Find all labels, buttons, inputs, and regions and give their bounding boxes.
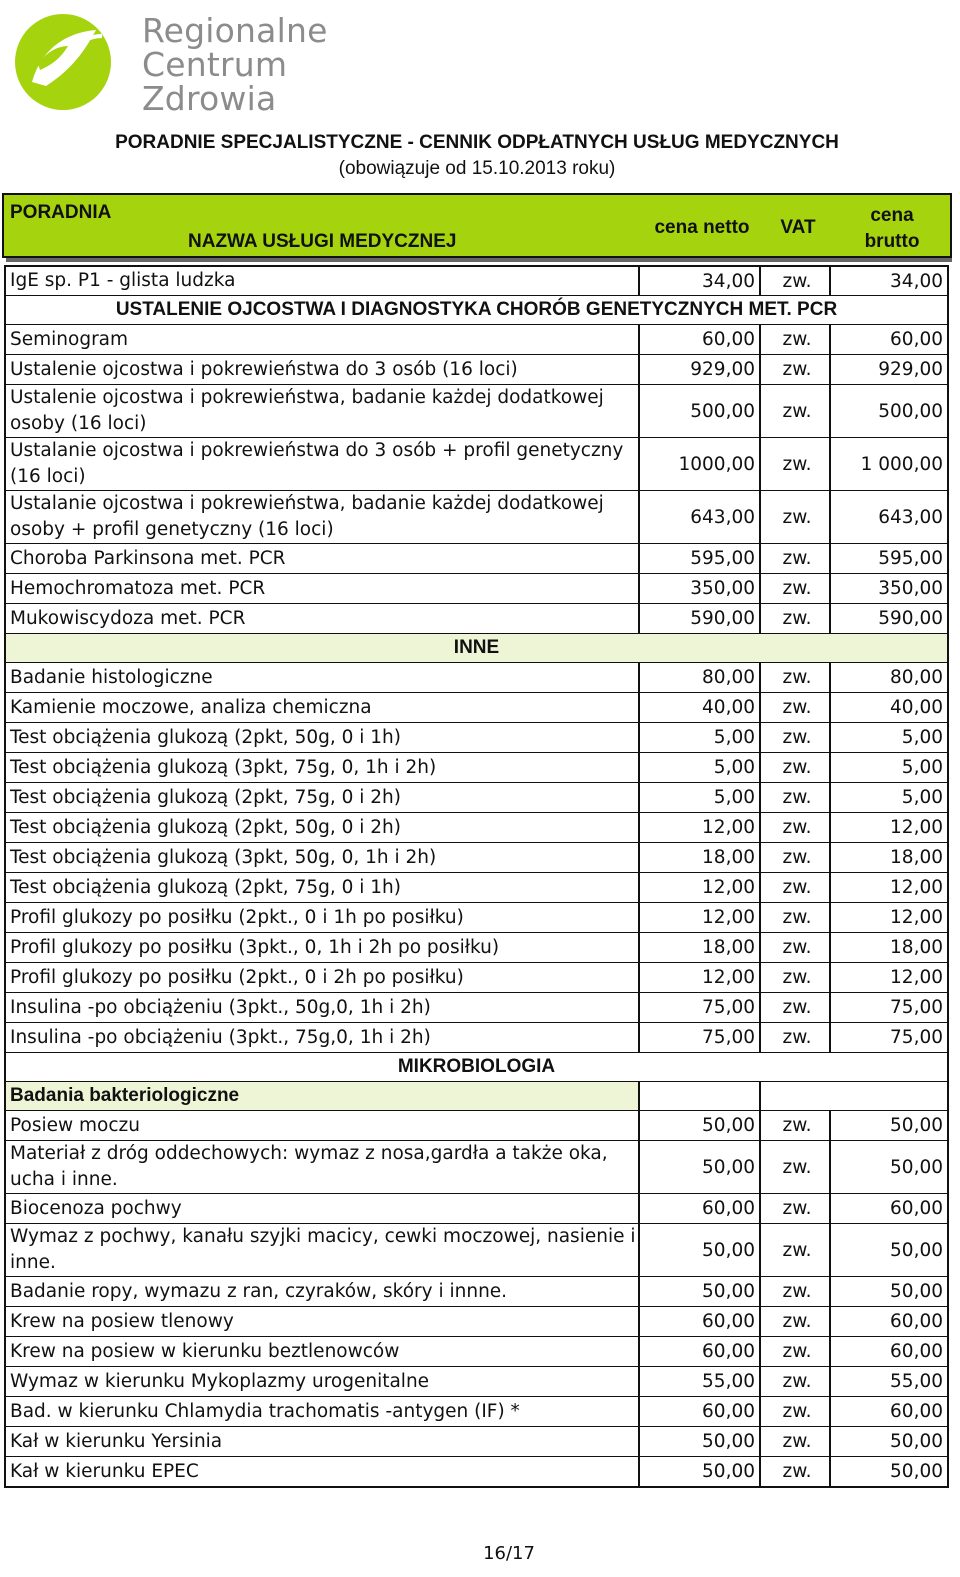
service-name: Badanie ropy, wymazu z ran, czyraków, skóry i innne. bbox=[6, 1277, 640, 1306]
gross-price: 12,00 bbox=[829, 963, 947, 992]
gross-price: 75,00 bbox=[829, 993, 947, 1022]
table-row bbox=[4, 324, 949, 354]
table-row bbox=[4, 902, 949, 932]
service-name: Krew na posiew tlenowy bbox=[6, 1307, 640, 1336]
table-row bbox=[4, 932, 949, 962]
table-row bbox=[4, 1396, 949, 1426]
service-name: Test obciążenia glukozą (2pkt, 50g, 0 i 1h) bbox=[6, 723, 640, 752]
gross-price: 12,00 bbox=[829, 903, 947, 932]
vat-value: zw. bbox=[782, 847, 812, 868]
empty-cell bbox=[640, 1082, 761, 1110]
page-subtitle: (obowiązuje od 15.10.2013 roku) bbox=[338, 158, 616, 179]
vat-value: zw. bbox=[782, 1371, 812, 1392]
gross-price: 50,00 bbox=[829, 1277, 947, 1306]
service-name: Ustalenie ojcostwa i pokrewieństwa, badanie każdej dodatkowej osoby (16 loci) bbox=[6, 385, 640, 437]
gross-price: 12,00 bbox=[829, 873, 947, 902]
vat-value: zw. bbox=[782, 697, 812, 718]
service-name: Ustalanie ojcostwa i pokrewieństwa, badanie każdej dodatkowej osoby + profil genetyczny (16 loci) bbox=[6, 491, 640, 543]
empty-cell bbox=[761, 1082, 947, 1110]
vat-value: zw. bbox=[782, 787, 812, 808]
gross-price: 75,00 bbox=[829, 1023, 947, 1052]
gross-price: 643,00 bbox=[829, 491, 947, 543]
section-genetics bbox=[4, 295, 949, 324]
net-price: 60,00 bbox=[640, 1337, 761, 1366]
section-title: USTALENIE OJCOSTWA I DIAGNOSTYKA CHORÓB GENETYCZNYCH MET. PCR bbox=[115, 299, 838, 320]
service-name: Profil glukozy po posiłku (3pkt., 0, 1h i 2h po posiłku) bbox=[6, 933, 640, 962]
vat-value: zw. bbox=[782, 877, 812, 898]
logo-leaf-icon bbox=[8, 6, 118, 114]
table-row bbox=[4, 265, 949, 295]
logo bbox=[8, 6, 338, 118]
vat-value: zw. bbox=[782, 400, 812, 422]
genetics-rows bbox=[4, 324, 949, 633]
service-name: Bad. w kierunku Chlamydia trachomatis -antygen (IF) * bbox=[6, 1397, 640, 1426]
header-poradnia: PORADNIA bbox=[10, 202, 112, 223]
net-price: 80,00 bbox=[640, 663, 761, 692]
vat-value: zw. bbox=[782, 548, 812, 569]
table-row bbox=[4, 1022, 949, 1052]
table-row bbox=[4, 1456, 949, 1486]
gross-price: 50,00 bbox=[829, 1427, 947, 1456]
table-row bbox=[4, 1366, 949, 1396]
vat-value: zw. bbox=[782, 907, 812, 928]
table-row bbox=[4, 1276, 949, 1306]
net-price: 350,00 bbox=[640, 574, 761, 603]
gross-price: 595,00 bbox=[829, 544, 947, 573]
table-row bbox=[4, 962, 949, 992]
service-name: Seminogram bbox=[6, 325, 640, 354]
vat-value: zw. bbox=[782, 1115, 812, 1136]
gross-price: 50,00 bbox=[829, 1224, 947, 1276]
gross-price: 50,00 bbox=[829, 1141, 947, 1193]
net-price: 50,00 bbox=[640, 1111, 761, 1140]
table-row bbox=[4, 1223, 949, 1276]
table-row bbox=[4, 722, 949, 752]
service-name: Test obciążenia glukozą (2pkt, 75g, 0 i 2h) bbox=[6, 783, 640, 812]
logo-line-3: Zdrowia bbox=[142, 79, 277, 118]
net-price: 60,00 bbox=[640, 1307, 761, 1336]
vat-value: zw. bbox=[782, 1239, 812, 1261]
gross-price: 5,00 bbox=[829, 753, 947, 782]
net-price: 60,00 bbox=[640, 325, 761, 354]
gross-price: 5,00 bbox=[829, 723, 947, 752]
service-name: Wymaz w kierunku Mykoplazmy urogenitalne bbox=[6, 1367, 640, 1396]
section-title: INNE bbox=[453, 637, 500, 658]
service-name: Insulina -po obciążeniu (3pkt., 50g,0, 1h i 2h) bbox=[6, 993, 640, 1022]
service-name: Test obciążenia glukozą (2pkt, 75g, 0 i 1h) bbox=[6, 873, 640, 902]
net-price: 55,00 bbox=[640, 1367, 761, 1396]
table-row bbox=[4, 692, 949, 722]
service-name: Choroba Parkinsona met. PCR bbox=[6, 544, 640, 573]
vat-value: zw. bbox=[782, 1281, 812, 1302]
service-name: Profil glukozy po posiłku (2pkt., 0 i 2h po posiłku) bbox=[6, 963, 640, 992]
net-price: 50,00 bbox=[640, 1277, 761, 1306]
gross-price: 929,00 bbox=[829, 355, 947, 384]
gross-price: 590,00 bbox=[829, 604, 947, 633]
table-row bbox=[4, 812, 949, 842]
vat-value: zw. bbox=[782, 506, 812, 528]
table-row bbox=[4, 1110, 949, 1140]
service-name: Test obciążenia glukozą (3pkt, 75g, 0, 1h i 2h) bbox=[6, 753, 640, 782]
net-price: 5,00 bbox=[640, 753, 761, 782]
vat-value: zw. bbox=[782, 1027, 812, 1048]
vat-value: zw. bbox=[782, 1198, 812, 1219]
net-price: 18,00 bbox=[640, 933, 761, 962]
table-row bbox=[4, 384, 949, 437]
net-price: 50,00 bbox=[640, 1224, 761, 1276]
service-name: Kał w kierunku Yersinia bbox=[6, 1427, 640, 1456]
service-name: Profil glukozy po posiłku (2pkt., 0 i 1h po posiłku) bbox=[6, 903, 640, 932]
gross-price: 1 000,00 bbox=[829, 438, 947, 490]
vat-value: zw. bbox=[782, 997, 812, 1018]
header-service-name: NAZWA USŁUGI MEDYCZNEJ bbox=[188, 231, 457, 252]
net-price: 12,00 bbox=[640, 903, 761, 932]
vat-value: zw. bbox=[782, 359, 812, 380]
service-name: Kamienie moczowe, analiza chemiczna bbox=[6, 693, 640, 722]
table-row bbox=[4, 752, 949, 782]
header-shadow bbox=[6, 258, 952, 262]
vat-value: zw. bbox=[782, 453, 812, 475]
vat-value: zw. bbox=[782, 608, 812, 629]
net-price: 929,00 bbox=[640, 355, 761, 384]
logo-wordmark bbox=[142, 11, 328, 118]
logo-line-1: Regionalne bbox=[142, 11, 328, 50]
gross-price: 500,00 bbox=[829, 385, 947, 437]
table-row bbox=[4, 543, 949, 573]
table-row bbox=[4, 437, 949, 490]
service-name: Posiew moczu bbox=[6, 1111, 640, 1140]
section-microbiology bbox=[4, 1052, 949, 1081]
header-net-price: cena netto bbox=[654, 217, 750, 238]
vat-value: zw. bbox=[782, 1401, 812, 1422]
gross-price: 60,00 bbox=[829, 1194, 947, 1223]
other-rows bbox=[4, 662, 949, 1052]
table-header bbox=[2, 193, 952, 258]
gross-price: 60,00 bbox=[829, 325, 947, 354]
service-name: Materiał z dróg oddechowych: wymaz z nosa,gardła a także oka, ucha i inne. bbox=[6, 1141, 640, 1193]
service-name: Test obciążenia glukozą (2pkt, 50g, 0 i 2h) bbox=[6, 813, 640, 842]
net-price: 1000,00 bbox=[640, 438, 761, 490]
gross-price: 50,00 bbox=[829, 1457, 947, 1486]
gross-price: 80,00 bbox=[829, 663, 947, 692]
vat-value: zw. bbox=[782, 578, 812, 599]
logo-line-2: Centrum bbox=[142, 45, 288, 84]
vat-value: zw. bbox=[782, 329, 812, 350]
service-name: Wymaz z pochwy, kanału szyjki macicy, cewki moczowej, nasienie i inne. bbox=[6, 1224, 640, 1276]
subsection-bacteriology bbox=[4, 1081, 949, 1110]
header-gross-line-1: cena bbox=[870, 205, 914, 226]
table-row bbox=[4, 1306, 949, 1336]
table-row bbox=[4, 1193, 949, 1223]
net-price: 50,00 bbox=[640, 1427, 761, 1456]
table-row bbox=[4, 782, 949, 812]
subsection-title: Badania bakteriologiczne bbox=[6, 1082, 640, 1110]
service-name: Mukowiscydoza met. PCR bbox=[6, 604, 640, 633]
header-vat: VAT bbox=[780, 217, 816, 238]
vat-value: zw. bbox=[782, 1311, 812, 1332]
net-price: 50,00 bbox=[640, 1457, 761, 1486]
section-title: MIKROBIOLOGIA bbox=[397, 1056, 556, 1077]
gross-price: 60,00 bbox=[829, 1337, 947, 1366]
table-row bbox=[4, 992, 949, 1022]
table-row bbox=[4, 1336, 949, 1366]
gross-price: 12,00 bbox=[829, 813, 947, 842]
service-name: IgE sp. P1 - glista ludzka bbox=[6, 267, 640, 295]
net-price: 12,00 bbox=[640, 963, 761, 992]
net-price: 50,00 bbox=[640, 1141, 761, 1193]
section-other bbox=[4, 633, 949, 662]
table-row bbox=[4, 872, 949, 902]
vat-value: zw. bbox=[782, 1341, 812, 1362]
table-row bbox=[4, 842, 949, 872]
vat-value: zw. bbox=[782, 1461, 812, 1482]
page-title: PORADNIE SPECJALISTYCZNE - CENNIK ODPŁATNYCH USŁUG MEDYCZNYCH bbox=[115, 132, 839, 153]
vat-value: zw. bbox=[782, 757, 812, 778]
table-row bbox=[4, 662, 949, 692]
net-price: 75,00 bbox=[640, 1023, 761, 1052]
micro-rows bbox=[4, 1110, 949, 1486]
service-name: Kał w kierunku EPEC bbox=[6, 1457, 640, 1486]
vat-value: zw. bbox=[782, 1431, 812, 1452]
gross-price: 350,00 bbox=[829, 574, 947, 603]
net-price: 500,00 bbox=[640, 385, 761, 437]
vat-value: zw. bbox=[782, 727, 812, 748]
service-name: Ustalenie ojcostwa i pokrewieństwa do 3 osób (16 loci) bbox=[6, 355, 640, 384]
table-row bbox=[4, 354, 949, 384]
net-price: 34,00 bbox=[640, 267, 761, 295]
price-table bbox=[4, 265, 949, 1488]
net-price: 18,00 bbox=[640, 843, 761, 872]
table-row bbox=[4, 490, 949, 543]
vat-value: zw. bbox=[782, 817, 812, 838]
header-gross-price bbox=[834, 203, 950, 255]
service-name: Test obciążenia glukozą (3pkt, 50g, 0, 1h i 2h) bbox=[6, 843, 640, 872]
net-price: 75,00 bbox=[640, 993, 761, 1022]
table-row bbox=[4, 573, 949, 603]
vat-value: zw. bbox=[782, 937, 812, 958]
table-row bbox=[4, 1140, 949, 1193]
service-name: Badanie histologiczne bbox=[6, 663, 640, 692]
gross-price: 34,00 bbox=[829, 267, 947, 295]
net-price: 590,00 bbox=[640, 604, 761, 633]
net-price: 60,00 bbox=[640, 1397, 761, 1426]
service-name: Krew na posiew w kierunku beztlenowców bbox=[6, 1337, 640, 1366]
vat-value: zw. bbox=[782, 270, 812, 292]
net-price: 12,00 bbox=[640, 813, 761, 842]
service-name: Insulina -po obciążeniu (3pkt., 75g,0, 1h i 2h) bbox=[6, 1023, 640, 1052]
service-name: Hemochromatoza met. PCR bbox=[6, 574, 640, 603]
gross-price: 18,00 bbox=[829, 843, 947, 872]
gross-price: 50,00 bbox=[829, 1111, 947, 1140]
net-price: 12,00 bbox=[640, 873, 761, 902]
gross-price: 55,00 bbox=[829, 1367, 947, 1396]
net-price: 5,00 bbox=[640, 723, 761, 752]
net-price: 5,00 bbox=[640, 783, 761, 812]
vat-value: zw. bbox=[782, 967, 812, 988]
net-price: 643,00 bbox=[640, 491, 761, 543]
page-number: 16/17 bbox=[483, 1543, 535, 1564]
gross-price: 18,00 bbox=[829, 933, 947, 962]
gross-price: 60,00 bbox=[829, 1307, 947, 1336]
table-row bbox=[4, 603, 949, 633]
header-gross-line-2: brutto bbox=[864, 231, 920, 252]
service-name: Ustalanie ojcostwa i pokrewieństwa do 3 osób + profil genetyczny (16 loci) bbox=[6, 438, 640, 490]
vat-value: zw. bbox=[782, 1156, 812, 1178]
gross-price: 5,00 bbox=[829, 783, 947, 812]
net-price: 60,00 bbox=[640, 1194, 761, 1223]
service-name: Biocenoza pochwy bbox=[6, 1194, 640, 1223]
net-price: 40,00 bbox=[640, 693, 761, 722]
gross-price: 60,00 bbox=[829, 1397, 947, 1426]
gross-price: 40,00 bbox=[829, 693, 947, 722]
table-row bbox=[4, 1426, 949, 1456]
net-price: 595,00 bbox=[640, 544, 761, 573]
vat-value: zw. bbox=[782, 667, 812, 688]
